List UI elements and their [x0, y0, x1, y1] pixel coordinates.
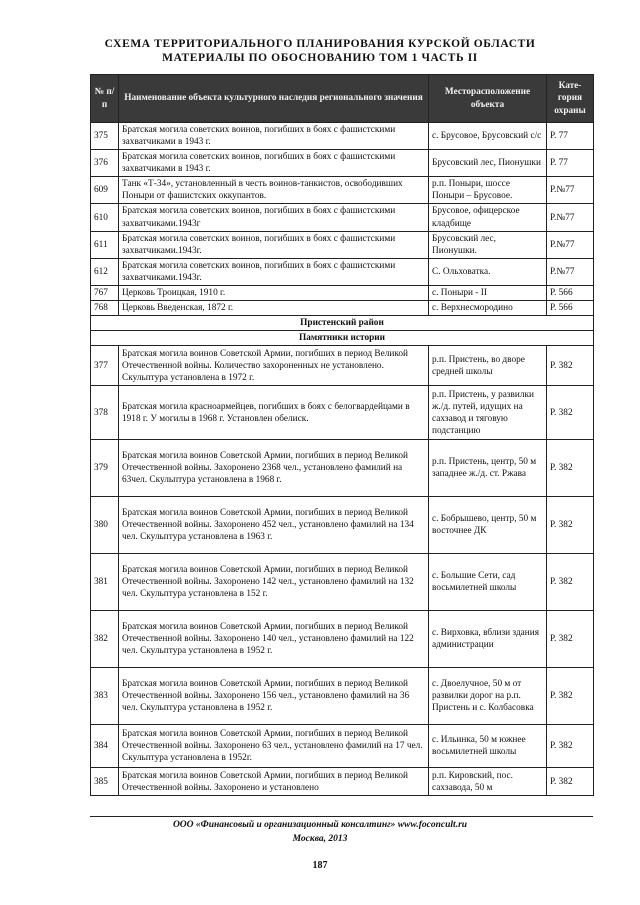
row-location: с. Ильинка, 50 м южнее восьмилетней школы: [429, 725, 547, 768]
table-row: [91, 301, 594, 316]
table-row: [91, 285, 594, 300]
row-name: Братская могила воинов Советской Армии, погибших в период Великой Отечественной войны. Захоронено 2368 чел., установлено фамилий на 63чел. Скульптура установлена в 1968 г.: [119, 440, 429, 497]
heritage-table: [90, 74, 594, 796]
row-category: Р. 382: [547, 554, 594, 611]
header-num: № п/п: [91, 75, 119, 123]
row-category: Р.№77: [547, 204, 594, 231]
row-location: с. Брусовое, Брусовский с/с: [429, 123, 547, 150]
row-category: Р. 382: [547, 611, 594, 668]
section-row: [91, 316, 594, 331]
section-row: [91, 331, 594, 346]
table-row: [91, 123, 594, 150]
row-location: с. Верхнесмородино: [429, 301, 547, 316]
page-number: 187: [312, 860, 328, 871]
row-num: 611: [91, 231, 119, 258]
document-title: СХЕМА ТЕРРИТОРИАЛЬНОГО ПЛАНИРОВАНИЯ КУРСКОЙ ОБЛАСТИ: [104, 38, 536, 50]
row-name: Братская могила воинов Советской Армии, погибших в период Великой Отечественной войны. Захоронено 452 чел., установлено фамилий на 134 чел. Скульптура установлена в 1963 г.: [119, 497, 429, 554]
row-location: р.п. Пристень, центр, 50 м западнее ж./д. ст. Ржава: [429, 440, 547, 497]
document-subtitle: МАТЕРИАЛЫ ПО ОБОСНОВАНИЮ ТОМ 1 ЧАСТЬ II: [162, 52, 478, 64]
row-name: Братская могила воинов Советской Армии, погибших в период Великой Отечественной войны. Захоронено и установлено: [119, 768, 429, 796]
row-category: Р.№77: [547, 177, 594, 204]
row-num: 767: [91, 285, 119, 300]
row-category: Р.№77: [547, 258, 594, 285]
row-location: Брусовский лес, Пионушки: [429, 150, 547, 177]
header-location: Месторасположение объекта: [429, 75, 547, 123]
row-location: с. Вирховка, вблизи здания администрации: [429, 611, 547, 668]
row-num: 612: [91, 258, 119, 285]
row-category: Р. 382: [547, 497, 594, 554]
row-name: Братская могила советских воинов, погибших в боях с фашистскими захватчиками.1943г.: [119, 231, 429, 258]
table-row: [91, 725, 594, 768]
footer-city-year: Москва, 2013: [292, 834, 348, 844]
row-location: С. Ольховатка.: [429, 258, 547, 285]
table-row: [91, 768, 594, 796]
row-num: 379: [91, 440, 119, 497]
header-category: Кате-гория охраны: [547, 75, 594, 123]
row-category: Р. 382: [547, 346, 594, 386]
row-location: Брусовский лес, Пионушки.: [429, 231, 547, 258]
table-row: [91, 231, 594, 258]
row-location: с. Большие Сети, сад восьмилетней школы: [429, 554, 547, 611]
row-location: Брусовое, офицерское кладбище: [429, 204, 547, 231]
row-location: р.п. Поныри, шоссе Поныри – Брусовое.: [429, 177, 547, 204]
district-heading: Пристенский район: [91, 316, 594, 331]
row-num: 380: [91, 497, 119, 554]
row-name: Братская могила советских воинов, погибших в боях с фашистскими захватчиками.1943г: [119, 204, 429, 231]
header-name: Наименование объекта культурного наследия регионального значения: [119, 75, 429, 123]
table-row: [91, 554, 594, 611]
table-header-row: [91, 75, 594, 123]
table-row: [91, 497, 594, 554]
row-num: 609: [91, 177, 119, 204]
row-category: Р. 77: [547, 123, 594, 150]
row-name: Братская могила воинов Советской Армии, погибших в период Великой Отечественной войны. Захоронено 63 чел., установлено фамилий на 17 чел. Скульптура установлена в 1952г.: [119, 725, 429, 768]
row-name: Братская могила советских воинов, погибших в боях с фашистскими захватчиками.1943г.: [119, 258, 429, 285]
row-category: Р. 77: [547, 150, 594, 177]
row-num: 375: [91, 123, 119, 150]
row-category: Р. 382: [547, 386, 594, 440]
row-location: с. Двоелучное, 50 м от развилки дорог на р.п. Пристень и с. Колбасовка: [429, 668, 547, 725]
table-row: [91, 386, 594, 440]
table-row: [91, 440, 594, 497]
row-name: Братская могила воинов Советской Армии, погибших в период Великой Отечественной войны. Захоронено 156 чел., установлено фамилий на 36 чел. Скульптура установлена в 1952 г.: [119, 668, 429, 725]
table-row: [91, 346, 594, 386]
row-name: Братская могила советских воинов, погибших в боях с фашистскими захватчиками в 1943 г.: [119, 150, 429, 177]
row-name: Танк «Т-34», установленный в честь воинов-танкистов, освободивших Поныри от фашистских оккупантов.: [119, 177, 429, 204]
row-location: с. Бобрышево, центр, 50 м восточнее ДК: [429, 497, 547, 554]
row-category: Р. 566: [547, 285, 594, 300]
row-name: Братская могила красноармейцев, погибших в боях с белогвардейцами в 1918 г. У могилы в 1968 г. Установлен обелиск.: [119, 386, 429, 440]
row-category: Р. 382: [547, 725, 594, 768]
row-num: 383: [91, 668, 119, 725]
row-num: 768: [91, 301, 119, 316]
category-heading: Памятники истории: [91, 331, 594, 346]
row-location: р.п. Кировский, пос. сахзавода, 50 м: [429, 768, 547, 796]
row-num: 376: [91, 150, 119, 177]
row-num: 382: [91, 611, 119, 668]
table-row: [91, 150, 594, 177]
table-row: [91, 258, 594, 285]
table-row: [91, 204, 594, 231]
row-category: Р. 566: [547, 301, 594, 316]
row-category: Р. 382: [547, 668, 594, 725]
row-name: Братская могила воинов Советской Армии, погибших в период Великой Отечественной войны. Захоронено 142 чел., установлено фамилий на 132 чел. Скульптура установлена в 152 г.: [119, 554, 429, 611]
table-row: [91, 668, 594, 725]
table-row: [91, 177, 594, 204]
row-name: Братская могила советских воинов, погибших в боях с фашистскими захватчиками в 1943 г.: [119, 123, 429, 150]
footer-divider: [90, 816, 593, 817]
row-num: 610: [91, 204, 119, 231]
row-name: Церковь Введенская, 1872 г.: [119, 301, 429, 316]
table-row: [91, 611, 594, 668]
row-num: 384: [91, 725, 119, 768]
row-num: 381: [91, 554, 119, 611]
row-location: р.п. Пристень, у развилки ж./д. путей, идущих на сахзавод и тяговую подстанцию: [429, 386, 547, 440]
row-category: Р. 382: [547, 440, 594, 497]
row-name: Церковь Троицкая, 1910 г.: [119, 285, 429, 300]
row-num: 378: [91, 386, 119, 440]
row-name: Братская могила воинов Советской Армии, погибших в период Великой Отечественной войны. Количество захороненных не установлено. Скульптура установлена в 1972 г.: [119, 346, 429, 386]
row-num: 377: [91, 346, 119, 386]
row-location: с. Поныри - II: [429, 285, 547, 300]
row-category: Р.№77: [547, 231, 594, 258]
row-num: 385: [91, 768, 119, 796]
row-location: р.п. Пристень, во дворе средней школы: [429, 346, 547, 386]
footer-company: ООО «Финансовый и организационный консалтинг» www.foconcult.ru: [172, 820, 468, 830]
row-name: Братская могила воинов Советской Армии, погибших в период Великой Отечественной войны. Захоронено 140 чел., установлено фамилий на 122 чел. Скульптура установлена в 1952 г.: [119, 611, 429, 668]
row-category: Р. 382: [547, 768, 594, 796]
